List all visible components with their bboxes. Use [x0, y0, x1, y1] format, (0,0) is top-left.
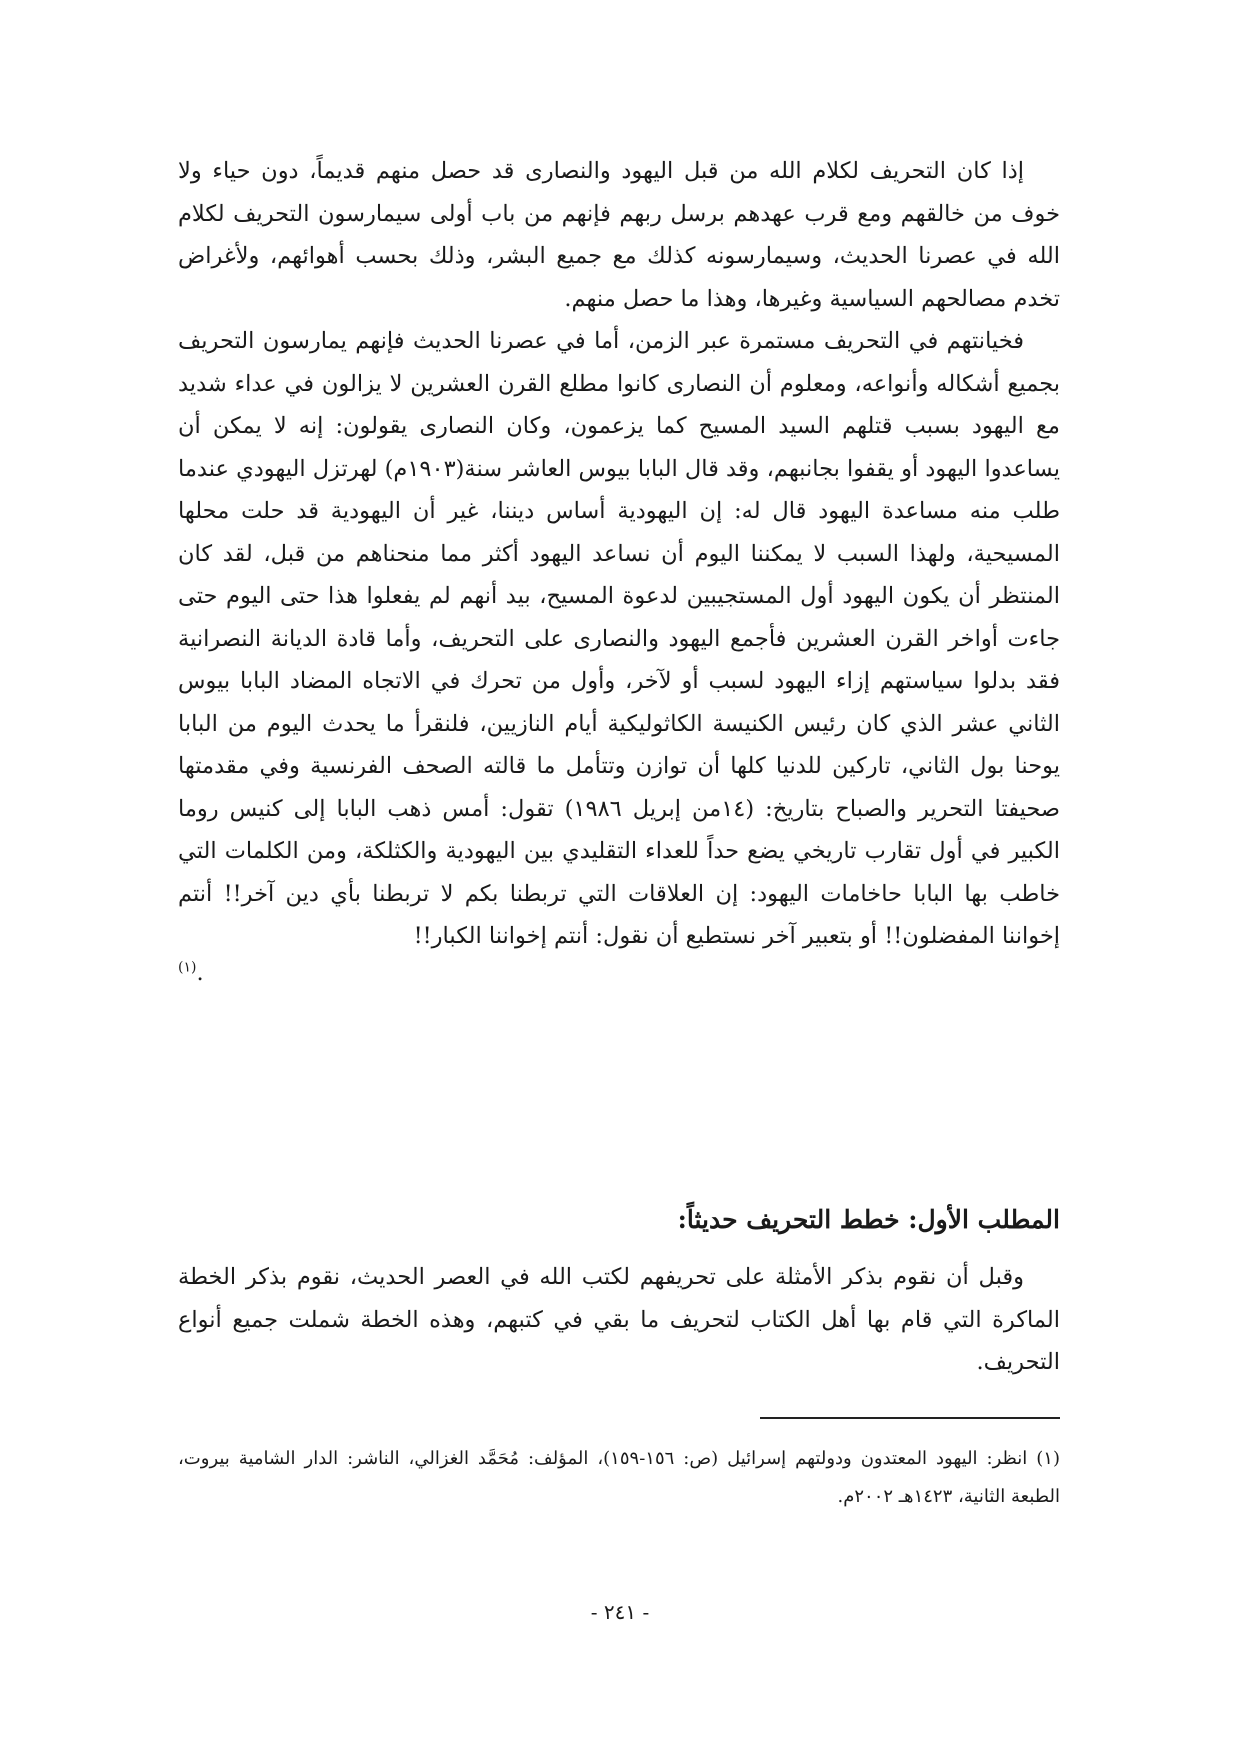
section-body-text	[178, 1256, 1060, 1384]
footnote-reference-line	[178, 958, 1060, 988]
section-heading	[178, 1200, 1060, 1240]
section-paragraph: وقبل أن نقوم بذكر الأمثلة على تحريفهم لكتب الله في العصر الحديث، نقوم بذكر الخطة الماكرة التي قام بها أهل الكتاب لتحريف ما بقي في كتبهم، وهذه الخطة شملت جميع أنواع التحريف.	[178, 1264, 1060, 1375]
section-heading-main: المطلب الأول	[917, 1205, 1060, 1234]
end-period: .	[196, 959, 204, 986]
section-heading-separator: :	[899, 1205, 918, 1234]
footnote-reference[interactable]: (١)	[178, 959, 197, 975]
paragraph-1: إذا كان التحريف لكلام الله من قبل اليهود والنصارى قد حصل منهم قديماً، دون حياء ولا خوف من خالقهم ومع قرب عهدهم برسل ربهم فإنهم من باب أولى سيمارسون التحريف لكلام الله في عصرنا الحديث، وسيمارسونه كذلك مع جميع البشر، وذلك بحسب أهوائهم، ولأغراض تخدم مصالحهم السياسية وغيرها، وهذا ما حصل منهم.	[178, 158, 1060, 312]
paragraph-2-text: فخيانتهم في التحريف مستمرة عبر الزمن، أما في عصرنا الحديث فإنهم يمارسون التحريف بجميع أشكاله وأنواعه، ومعلوم أن النصارى كانوا مطلع القرن العشرين لا يزالون في عداء شديد مع اليهود بسبب قتلهم السيد المسيح كما يزعمون، وكان النصارى يقولون: إنه لا يمكن أن يساعدوا اليهود أو يقفوا بجانبهم، وقد قال البابا بيوس العاشر سنة(١٩٠٣م) لهرتزل اليهودي عندما طلب منه مساعدة اليهود قال له: إن اليهودية أساس ديننا، غير أن اليهودية قد حلت محلها المسيحية، ولهذا السبب لا يمكننا اليوم أن نساعد اليهود أكثر مما منحناهم من قبل، لقد كان المنتظر أن يكون اليهود أول المستجيبين لدعوة المسيح، بيد أنهم لم يفعلوا هذا حتى اليوم حتى جاءت أواخر القرن العشرين فأجمع اليهود والنصارى على التحريف، وأما قادة الديانة النصرانية فقد بدلوا سياستهم إزاء اليهود لسبب أو لآخر، وأول من تحرك في الاتجاه المضاد البابا بيوس الثاني عشر الذي كان رئيس الكنيسة الكاثوليكية أيام النازيين، فلنقرأ ما يحدث اليوم من البابا يوحنا بول الثاني، تاركين للدنيا كلها أن توازن وتتأمل ما قالته الصحف الفرنسية وفي مقدمتها صحيفتا التحرير والصباح بتاريخ: (١٤من إبريل ١٩٨٦) تقول: أمس ذهب البابا إلى كنيس روما الكبير في أول تقارب تاريخي يضع حداً للعداء التقليدي بين اليهودية والكثلكة، ومن الكلمات التي خاطب بها البابا حاخامات اليهود: إن العلاقات التي تربطنا بكم لا تربطنا بأي دين آخر!! أنتم إخواننا المفضلون!! أو بتعبير آخر نستطيع أن نقول: أنتم إخواننا الكبار!!	[178, 328, 1060, 949]
footnote-text: (١) انظر: اليهود المعتدون ودولتهم إسرائيل (ص: ١٥٦-١٥٩)، المؤلف: مُحَمَّد الغزالي، الناشر: الدار الشامية بيروت، الطبعة الثانية، ١٤٢٣هـ ٢٠٠٢م.	[178, 1448, 1060, 1507]
main-body-text	[178, 150, 1060, 988]
paragraph-2	[178, 320, 1060, 958]
page-number: - ٢٤١ -	[590, 1600, 650, 1624]
section-heading-title: خطط التحريف حديثاً:	[677, 1205, 900, 1234]
footnote-separator-rule	[760, 1417, 1060, 1419]
